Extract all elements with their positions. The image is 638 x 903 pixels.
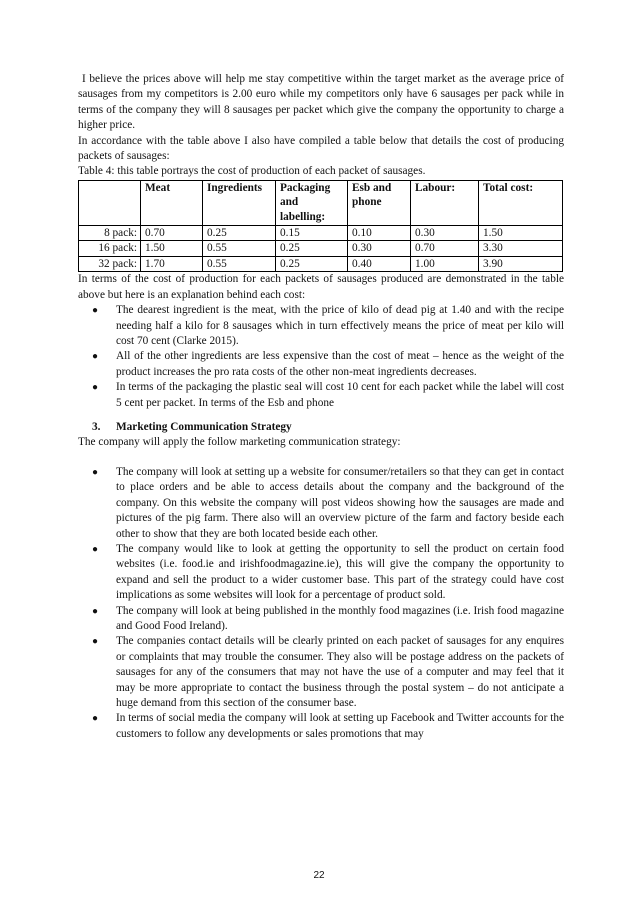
table-row <box>79 256 563 272</box>
table-cell: 0.30 <box>411 225 479 241</box>
list-item-text: In terms of the packaging the plastic seal will cost 10 cent for each packet while the label will cost 5 cent per packet. In terms of the Esb and phone <box>116 381 564 409</box>
list-item-text: In terms of social media the company will look at setting up Facebook and Twitter accounts for the customers to follow any developments or sales promotions that may <box>116 712 564 740</box>
page-number: 22 <box>313 870 325 881</box>
bullet-icon: ● <box>92 351 99 363</box>
table-header-row <box>79 180 563 225</box>
list-item <box>78 711 564 742</box>
list-item <box>78 542 564 604</box>
section-intro: The company will apply the follow marketing communication strategy: <box>78 436 401 449</box>
table-cell: 32 pack: <box>79 256 141 272</box>
intro-paragraph: I believe the prices above will help me stay competitive within the target market as the average price of sausages from my competitors is 2.00 euro while my competitors only have 6 sausages per pack while in terms of the company they will 8 sausages per packet which give the company the opportunity to charge a higher price. <box>78 73 564 132</box>
section-title: Marketing Communication Strategy <box>116 421 292 434</box>
table-cell: 0.25 <box>276 241 348 257</box>
spacer <box>78 451 564 465</box>
table-cell: 0.55 <box>203 241 276 257</box>
table-cell: 0.55 <box>203 256 276 272</box>
list-item-text: The companies contact details will be clearly printed on each packet of sausages for any enquires or complaints that may trouble the consumer. They also will be postage address on the packets of sausages for any of the consumers that may not have the use of a computer and may feel that it may be more appropriate to contact the business through the postal system – do not anticipate a huge demand from this section of the consumer base. <box>116 635 564 709</box>
table-cell: 0.25 <box>276 256 348 272</box>
bullet-icon: ● <box>92 382 99 394</box>
list-item-text: The company will look at being published in the monthly food magazines (i.e. Irish food magazine and Good Food Ireland). <box>116 604 564 632</box>
table-cell: 0.70 <box>141 225 203 241</box>
list-item <box>78 380 564 411</box>
table-header-cell: Esb and phone <box>348 180 411 225</box>
cost-table <box>78 180 563 273</box>
bullet-icon: ● <box>92 636 99 648</box>
list-item <box>78 465 564 542</box>
table-header-cell: Meat <box>141 180 203 225</box>
table-cell: 0.70 <box>411 241 479 257</box>
cost-explanation-paragraph: In terms of the cost of production for each packets of sausages produced are demonstrated in the table above but here is an explanation behind each cost: <box>78 273 564 301</box>
table-cell: 3.90 <box>479 256 563 272</box>
section-number: 3. <box>92 421 101 434</box>
table-caption: Table 4: this table portrays the cost of production of each packet of sausages. <box>78 165 426 178</box>
table-cell: 8 pack: <box>79 225 141 241</box>
list-item-text: The company will look at setting up a website for consumer/retailers so that they can get in contact to place orders and be able to access details about the company and the background of the company. On this website the company will post videos showing how the sausages are made and pictures of the pig farm. There also will an overview picture of the farm and factory beside each other to show that they are both located beside each other. <box>116 465 564 540</box>
list-item-text: All of the other ingredients are less expensive than the cost of meat – hence as the weight of the product increases the pro rata costs of the other non-meat ingredients decreases. <box>116 350 564 378</box>
table-cell: 1.00 <box>411 256 479 272</box>
list-item-text: The dearest ingredient is the meat, with the price of kilo of dead pig at 1.40 and with the recipe needing half a kilo for 8 sausages which in turn effectively means the price of meat per kilo will cost 70 cent (Clarke 2015). <box>116 304 564 348</box>
table-cell: 0.40 <box>348 256 411 272</box>
table-header-cell: Labour: <box>411 180 479 225</box>
table-cell: 0.10 <box>348 225 411 241</box>
bullet-icon: ● <box>92 713 99 725</box>
bullet-icon: ● <box>92 305 99 317</box>
bullet-icon: ● <box>92 466 99 478</box>
table-row <box>79 241 563 257</box>
table-cell: 1.50 <box>479 225 563 241</box>
strategy-bullet-list <box>78 465 564 742</box>
list-item <box>78 349 564 380</box>
table-cell: 3.30 <box>479 241 563 257</box>
list-item <box>78 634 564 711</box>
list-item <box>78 604 564 635</box>
table-header-cell: Packaging and labelling: <box>276 180 348 225</box>
table-cell: 0.30 <box>348 241 411 257</box>
table-header-cell: Ingredients <box>203 180 276 225</box>
table-cell: 1.50 <box>141 241 203 257</box>
table-header-cell <box>79 180 141 225</box>
table-header-cell: Total cost: <box>479 180 563 225</box>
table-cell: 0.25 <box>203 225 276 241</box>
bullet-icon: ● <box>92 543 99 555</box>
list-item-text: The company would like to look at getting the opportunity to sell the product on certain food websites (i.e. food.ie and irishfoodmagazine.ie), this will give the company the opportunity to expand and sell the product to a wider customer base. This part of the strategy could have cost implications as some websites will look for a percentage of product sold. <box>116 542 564 602</box>
cost-bullet-list <box>78 303 564 411</box>
table-intro-paragraph: In accordance with the table above I also have compiled a table below that details the cost of producing packets of sausages: <box>78 134 564 163</box>
list-item <box>78 303 564 349</box>
page-body <box>78 72 564 742</box>
table-cell: 16 pack: <box>79 241 141 257</box>
table-cell: 0.15 <box>276 225 348 241</box>
section-heading <box>78 420 564 435</box>
bullet-icon: ● <box>92 605 99 617</box>
table-cell: 1.70 <box>141 256 203 272</box>
table-row <box>79 225 563 241</box>
